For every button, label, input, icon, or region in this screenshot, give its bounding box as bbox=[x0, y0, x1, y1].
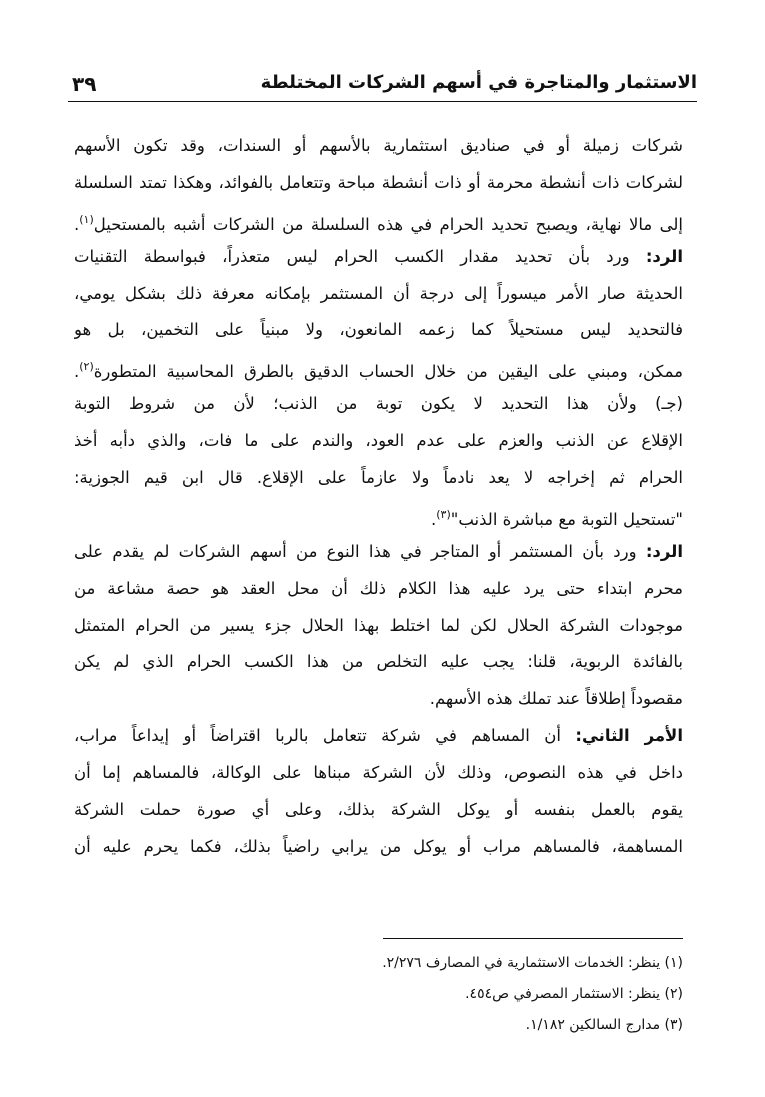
text-line: الحرام ثم إخراجه لا يعد نادماً ولا عازماً على الإقلاع. قال ابن قيم الجوزية: bbox=[74, 468, 683, 488]
running-title: الاستثمار والمتاجرة في أسهم الشركات المختلطة bbox=[260, 72, 697, 93]
text-line: مقصوداً إطلاقاً عند تملك هذه الأسهم. bbox=[429, 689, 683, 709]
line-text: "تستحيل التوبة مع مباشرة الذنب" bbox=[450, 509, 683, 529]
footnote: (٢) ينظر: الاستثمار المصرفي ص٤٥٤. bbox=[465, 986, 683, 1002]
text-line: "تستحيل التوبة مع مباشرة الذنب"$^{(٣)}$. bbox=[431, 507, 683, 529]
text-line: الإقلاع عن الذنب والعزم على عدم العود، والندم على ما فات، والذي دأبه أخذ bbox=[74, 431, 683, 451]
line-text: إلى مالا نهاية، ويصبح تحديد الحرام في هذه السلسلة من الشركات أشبه بالمستحيل bbox=[93, 214, 683, 234]
text-line: يقوم بالعمل بنفسه أو يوكل الشركة بذلك، وعلى أي صورة حملت الشركة bbox=[74, 800, 683, 820]
line-text: أن المساهم في شركة تتعامل بالربا اقتراضاً أو إيداعاً مراب، bbox=[74, 726, 561, 746]
footnote-ref: (١) bbox=[79, 212, 94, 226]
text-line: بالفائدة الربوية، قلنا: يجب عليه التخلص من هذا الكسب الحرام الذي لم يكن bbox=[74, 652, 683, 672]
text-line: المساهمة، فالمساهم مراب أو يوكل من يرابي راضياً بذلك، فكما يحرم عليه أن bbox=[74, 836, 683, 856]
text-line: لشركات ذات أنشطة محرمة أو ذات أنشطة مباحة وتتعامل بالفوائد، وهكذا تمتد السلسلة bbox=[74, 172, 683, 192]
footnote-ref: (٢) bbox=[79, 360, 94, 374]
footnotes bbox=[200, 948, 683, 1041]
text-line: الحديثة صار الأمر ميسوراً إلى درجة أن المستثمر بإمكانه معرفة ذلك بشكل يومي، bbox=[74, 283, 683, 303]
text-line: محرم ابتداء حتى يرد عليه هذا الكلام ذلك أن محل العقد هو حصة مشاعة من bbox=[74, 578, 683, 598]
section-label: الأمر الثاني: bbox=[575, 726, 683, 746]
footnote: (١) ينظر: الخدمات الاستثمارية في المصارف ٢/٢٧٦. bbox=[382, 955, 683, 971]
text-line: شركات زميلة أو في صناديق استثمارية بالأسهم أو السندات، وقد تكون الأسهم bbox=[74, 136, 683, 155]
running-header bbox=[68, 70, 697, 104]
text-line: إلى مالا نهاية، ويصبح تحديد الحرام في هذه السلسلة من الشركات أشبه بالمستحيل$^{(١)}$. bbox=[74, 212, 683, 234]
rebuttal-label: الرد: bbox=[645, 246, 683, 266]
line-text: ورد بأن المستثمر أو المتاجر في هذا النوع من أسهم الشركات لم يقدم على bbox=[74, 541, 637, 561]
rebuttal-label: الرد: bbox=[645, 541, 683, 561]
line-text: ورد بأن تحديد مقدار الكسب الحرام ليس متعذراً، فبواسطة التقنيات bbox=[74, 246, 630, 266]
text-line: موجودات الشركة الحلال لكن لما اختلط بهذا الحلال جزء يسير من الحرام المتمثل bbox=[74, 615, 683, 635]
text-line: داخل في هذه النصوص، وذلك لأن الشركة مبناها على الوكالة، فالمساهم إما أن bbox=[74, 763, 683, 783]
header-divider bbox=[68, 101, 697, 102]
text-line bbox=[74, 239, 683, 276]
footnote: (٣) مدارج السالكين ١/١٨٢. bbox=[525, 1017, 683, 1033]
text-line: ممكن، ومبني على اليقين من خلال الحساب الدقيق بالطرق المحاسبية المتطورة$^{(٢)}$. bbox=[74, 360, 683, 382]
body-text bbox=[74, 128, 683, 866]
text-line: فالتحديد ليس مستحيلاً كما زعمه المانعون، ولا مبنياً على التخمين، بل هو bbox=[74, 320, 683, 340]
footnote-divider bbox=[383, 938, 683, 939]
text-line: (جـ) ولأن هذا التحديد لا يكون توبة من الذنب؛ لأن من شروط التوبة bbox=[74, 394, 683, 414]
footnote-ref: (٣) bbox=[436, 507, 451, 521]
text-line bbox=[74, 718, 683, 755]
page-number: ٣٩ bbox=[72, 72, 97, 96]
line-text: ممكن، ومبني على اليقين من خلال الحساب الدقيق بالطرق المحاسبية المتطورة bbox=[93, 362, 683, 382]
text-line bbox=[74, 534, 683, 571]
